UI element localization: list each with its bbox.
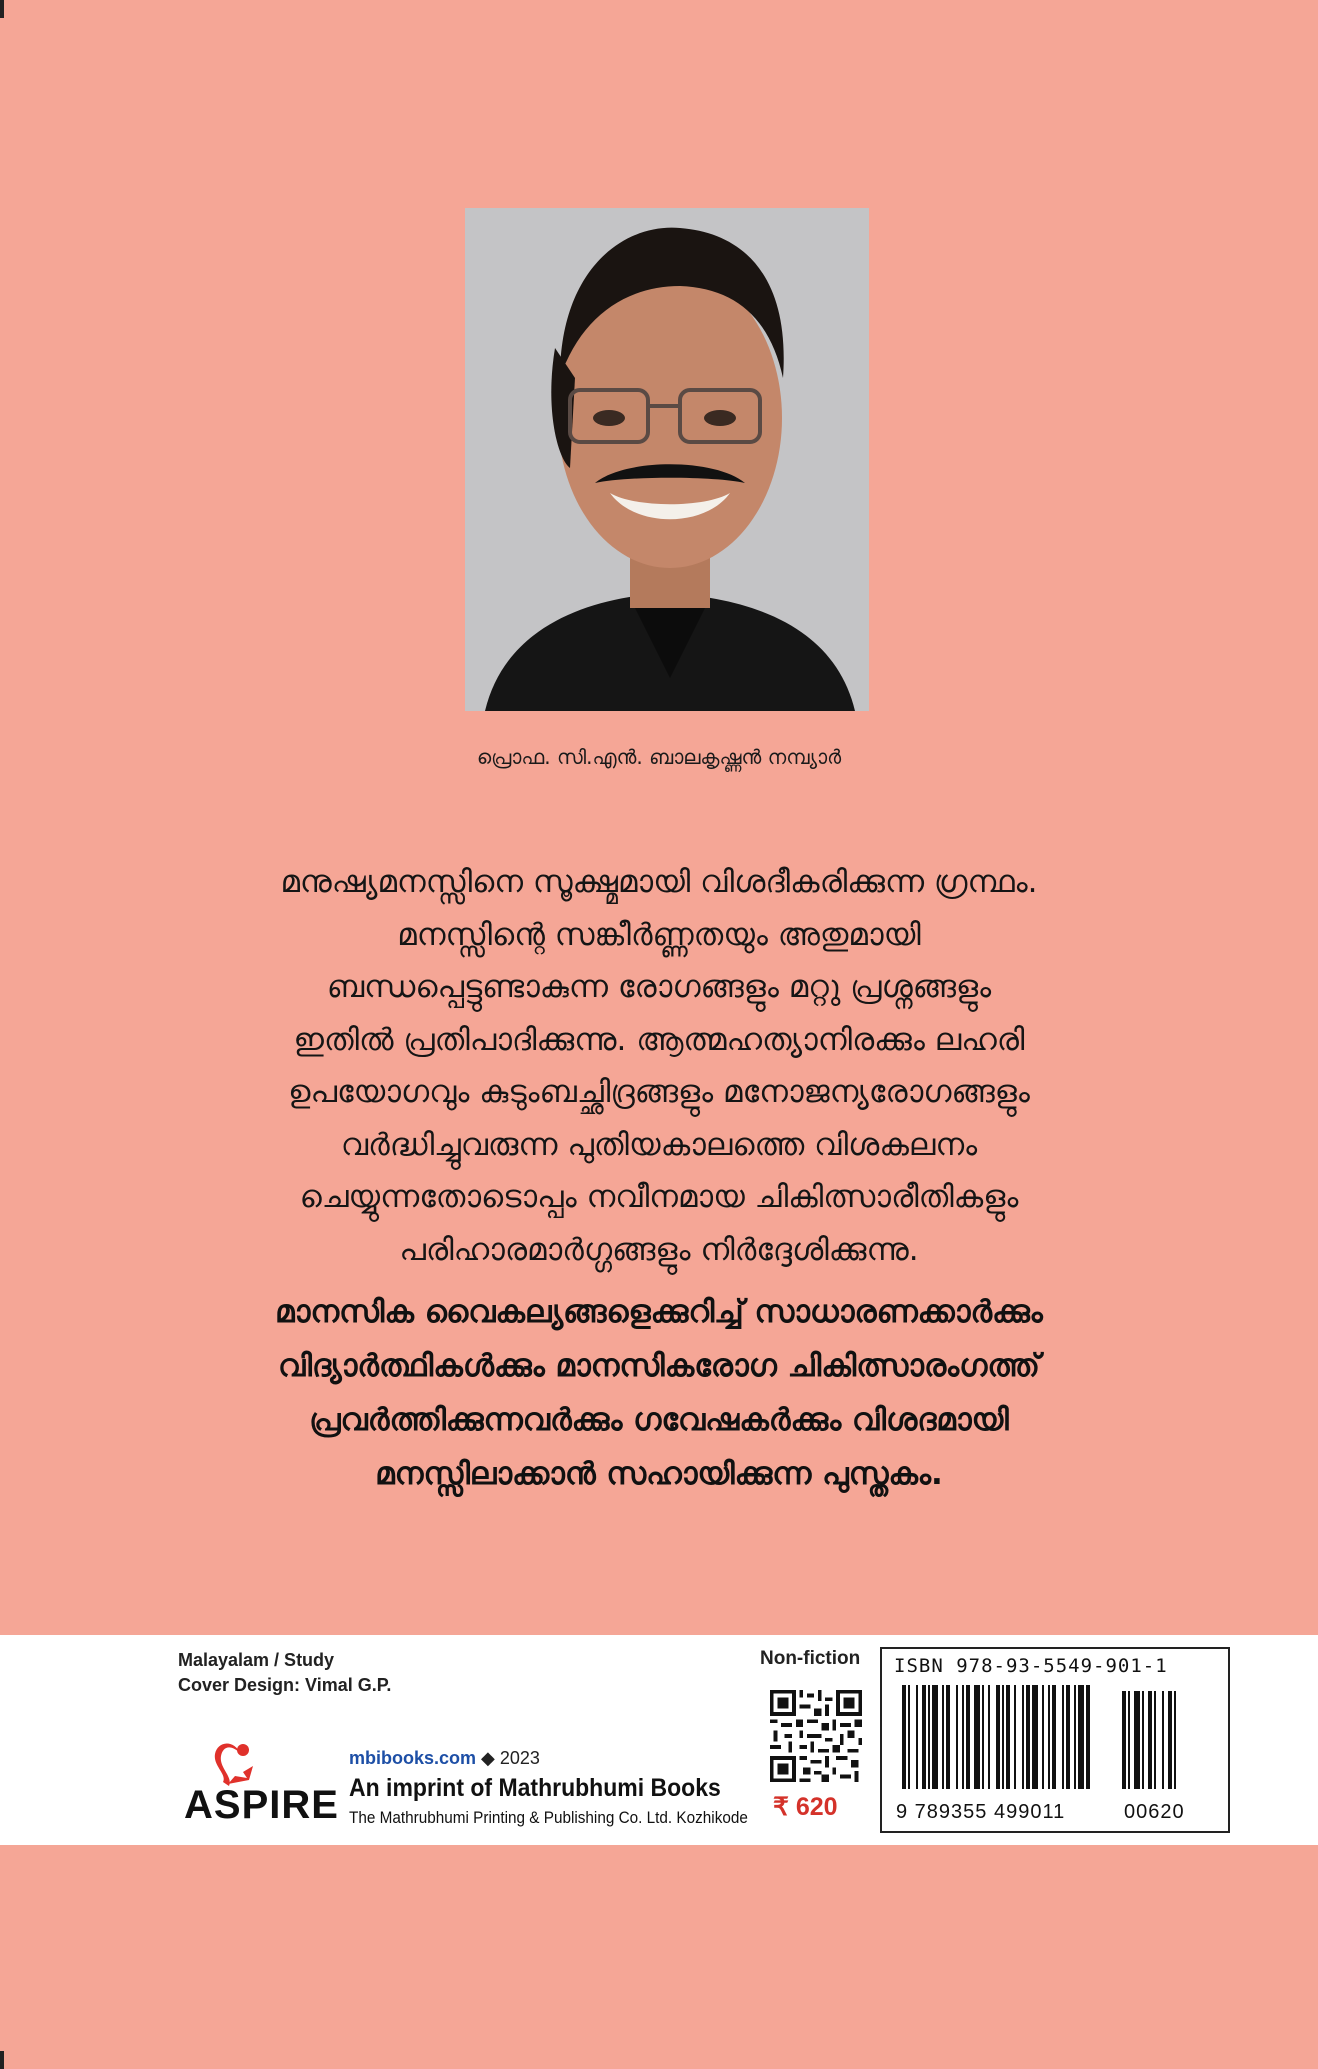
blurb-bold-line: മനസ്സിലാക്കാൻ സഹായിക്കുന്ന പുസ്തകം. [375,1456,943,1492]
author-photo [465,208,869,711]
blurb-line: വർദ്ധിച്ചുവരുന്ന പുതിയകാലത്തെ വിശകലനം [340,1126,978,1163]
crop-mark [0,0,4,18]
website-link[interactable]: mbibooks.com [349,1748,477,1768]
category-label: Malayalam / Study [178,1650,335,1670]
price-label: ₹ 620 [773,1793,838,1821]
blurb-line: ചെയ്യുന്നതോടൊപ്പം നവീനമായ ചികിത്സാരീതികളും [299,1179,1019,1215]
cover-design-credit: Cover Design: Vimal G.P. [178,1675,392,1695]
book-meta [178,1648,391,1698]
blurb-bold-paragraph [170,1285,1148,1501]
blurb-line: ബന്ധപ്പെട്ടുണ്ടാകുന്ന രോഗങ്ങളും മറ്റു പ്രശ്നങ്ങളും [326,969,992,1005]
blurb-line: ഉപയോഗവും കുടുംബച്ഛിദ്രങ്ങളും മനോജന്യരോഗങ്ങളും [288,1074,1030,1110]
blurb-bold-line: മാനസിക വൈകല്യങ്ങളെക്കുറിച്ച് സാധാരണക്കാർക്കും [275,1294,1043,1330]
isbn-number: ISBN 978-93-5549-901-1 [894,1655,1168,1677]
publication-year: ◆ 2023 [481,1748,540,1768]
aspire-wordmark: ASPIRE [184,1783,339,1827]
blurb-bold-line: വിദ്യാർത്ഥികൾക്കും മാനസികരോഗ ചികിത്സാരംഗത്ത് [278,1348,1040,1384]
imprint-line: An imprint of Mathrubhumi Books [349,1774,721,1802]
blurb-line: പരിഹാരമാർഗ്ഗങ്ങളും നിർദ്ദേശിക്കുന്നു. [399,1231,919,1268]
author-name-caption: പ്രൊഫ. സി.എൻ. ബാലകൃഷ്ണൻ നമ്പ്യാർ [476,745,842,769]
blurb-line: മനസ്സിന്റെ സങ്കീർണ്ണതയും അതുമായി [397,916,921,953]
isbn-box [880,1647,1230,1833]
blurb-line: മനുഷ്യമനസ്സിനെ സൂക്ഷ്മമായി വിശദീകരിക്കുന്ന ഗ്രന്ഥം. [280,864,1038,900]
blurb-line: ഇതിൽ പ്രതിപാദിക്കുന്നു. ആത്മഹത്യാനിരക്കും ലഹരി [293,1021,1025,1058]
blurb-paragraph [170,856,1148,1276]
qr-code-icon [770,1690,862,1782]
publisher-website [349,1748,540,1769]
barcode-digits: 9 789355 499011 [896,1801,1066,1823]
crop-mark [0,2051,4,2069]
genre-label: Non-fiction [760,1648,861,1669]
barcode-addon-digits: 00620 [1124,1801,1185,1823]
blurb-bold-line: പ്രവർത്തിക്കുന്നവർക്കും ഗവേഷകർക്കും വിശദമായി [309,1402,1009,1438]
printer-line: The Mathrubhumi Printing & Publishing Co. Ltd. Kozhikode [349,1808,748,1827]
barcode-icon [896,1685,1220,1799]
